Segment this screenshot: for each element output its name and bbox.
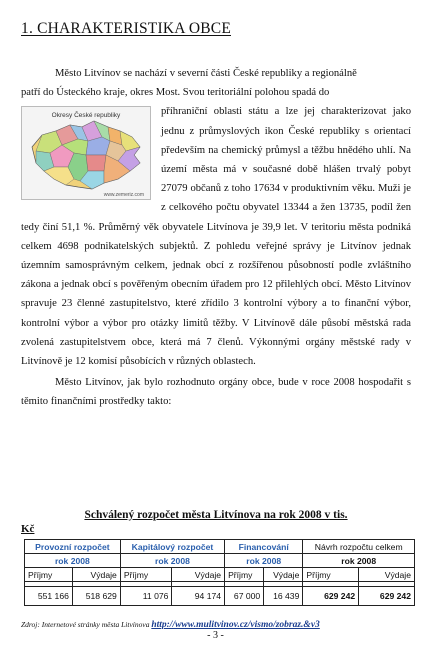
- paragraph-line-1: Město Litvínov se nachází v severní části České republiky a regionálně: [55, 68, 357, 79]
- page-number: - 3 -: [207, 630, 224, 641]
- year-cell: rok 2008: [225, 554, 303, 568]
- paragraph-2: Město Litvínov, jak bylo rozhodnuto orgány obce, bude v roce 2008 hospodařit s těmito finančními prostředky takto:: [21, 377, 411, 408]
- year-cell: rok 2008: [120, 554, 224, 568]
- group-header-provozni: Provozní rozpočet: [25, 540, 121, 554]
- paragraph-line-2: patří do Ústeckého kraje, okres Most. Svou teritoriální polohou spadá do: [21, 87, 330, 99]
- expense-value: 518 629: [72, 587, 120, 606]
- budget-table: [24, 539, 415, 606]
- year-cell: rok 2008: [303, 554, 415, 568]
- expense-label: Výdaje: [359, 568, 415, 582]
- income-value: 11 076: [120, 587, 172, 606]
- income-label: Příjmy: [225, 568, 264, 582]
- paragraph-1-wrapped: příhraniční oblasti státu a lze jej charakterizovat jako jednu z průmyslových ikon České republiky s orientací především na chemický průmysl a těžbu hnědého uhlí. Na území města má v současné době hlášen trvalý pobyt 27079 občanů z toho 17634 v produktivním věku. Muži je z celkového počtu obyvatel 13344 a žen 13735, podíl žen tedy činí 51,1 %. Průměrný věk obyvatele Litvínova je 39,9 let. V teritoriu města podniká celkem 4698 podnikatelských subjektů. Z pohledu veřejné správy je Litvínov jednak územním samosprávným celkem, jednak obcí z rozšířenou působností podle zvláštního zákona a jednak obcí s pověřeným obecním úřadem pro 12 přilehlých obcí. Město Litvínov spravuje 23 členné zastupitelstvo, které zřídilo 3 kontrolní výbory a to finanční výbor, kontrolní výbor a výbor pro otázky limitů těžby. V Litvínově dále působí městská rada zvolená zastupitelstvem obce, která má 7 členů. Výkonnými orgány městské rady v Litvínově je 12 komisí působících v různých oblastech.: [21, 106, 411, 368]
- income-label: Příjmy: [303, 568, 359, 582]
- table-subheader-row: [25, 568, 415, 582]
- income-value: 551 166: [25, 587, 73, 606]
- group-header-kapitalovy: Kapitálový rozpočet: [120, 540, 224, 554]
- map-caption: Okresy České republiky: [51, 112, 121, 120]
- total-expense-value: 629 242: [359, 587, 415, 606]
- table-unit: Kč: [21, 523, 35, 535]
- income-label: Příjmy: [25, 568, 73, 582]
- expense-value: 94 174: [172, 587, 225, 606]
- czech-districts-map-image: [21, 106, 151, 200]
- total-income-value: 629 242: [303, 587, 359, 606]
- page-title: 1. CHARAKTERISTIKA OBCE: [21, 20, 231, 37]
- map-illustration: [22, 107, 150, 199]
- expense-label: Výdaje: [72, 568, 120, 582]
- year-cell: rok 2008: [25, 554, 121, 568]
- expense-value: 16 439: [264, 587, 303, 606]
- body-text: [21, 64, 411, 412]
- table-group-header-row: [25, 540, 415, 554]
- source-prefix: Zdroj: Internetové stránky města Litvínova: [21, 620, 150, 629]
- income-label: Příjmy: [120, 568, 172, 582]
- source-note: [21, 620, 416, 630]
- map-source-url: www.zemeriz.com: [103, 192, 144, 199]
- income-value: 67 000: [225, 587, 264, 606]
- group-header-financovani: Financování: [225, 540, 303, 554]
- expense-label: Výdaje: [264, 568, 303, 582]
- table-row: [25, 587, 415, 606]
- group-header-celkem: Návrh rozpočtu celkem: [303, 540, 415, 554]
- expense-label: Výdaje: [172, 568, 225, 582]
- table-year-row: [25, 554, 415, 568]
- source-link[interactable]: http://www.mulitvinov.cz/vismo/zobraz.&v3: [151, 620, 320, 630]
- table-title: Schválený rozpočet města Litvínova na rok 2008 v tis.: [84, 509, 348, 521]
